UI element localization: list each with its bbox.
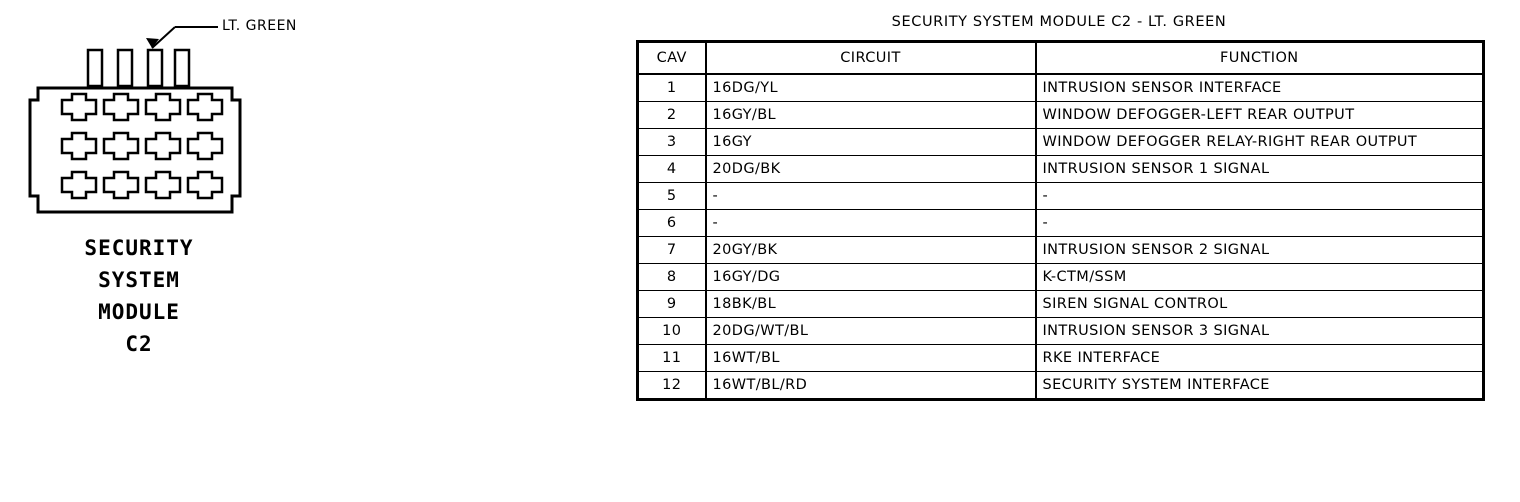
cell-circuit: 16GY/BL bbox=[706, 102, 1036, 129]
cell-function: SECURITY SYSTEM INTERFACE bbox=[1036, 372, 1484, 400]
cell-cav: 11 bbox=[638, 345, 706, 372]
table-row bbox=[638, 156, 1484, 183]
cell-circuit: 20GY/BK bbox=[706, 237, 1036, 264]
cell-function: INTRUSION SENSOR 2 SIGNAL bbox=[1036, 237, 1484, 264]
cell-function: RKE INTERFACE bbox=[1036, 345, 1484, 372]
cell-cav: 6 bbox=[638, 210, 706, 237]
pinout-table-panel bbox=[636, 0, 1482, 401]
cell-cav: 1 bbox=[638, 74, 706, 102]
cell-cav: 8 bbox=[638, 264, 706, 291]
table-row bbox=[638, 102, 1484, 129]
pinout-table-title: SECURITY SYSTEM MODULE C2 - LT. GREEN bbox=[891, 14, 1227, 30]
connector-caption bbox=[0, 232, 278, 360]
cell-function: - bbox=[1036, 210, 1484, 237]
table-row bbox=[638, 129, 1484, 156]
connector-caption-line-3: MODULE bbox=[98, 300, 180, 324]
cell-circuit: - bbox=[706, 210, 1036, 237]
column-header-cav: CAV bbox=[638, 42, 706, 75]
connector-drawing bbox=[0, 0, 360, 240]
table-row bbox=[638, 264, 1484, 291]
connector-caption-line-1: SECURITY bbox=[84, 236, 194, 260]
cell-function: WINDOW DEFOGGER-LEFT REAR OUTPUT bbox=[1036, 102, 1484, 129]
cell-circuit: - bbox=[706, 183, 1036, 210]
cell-cav: 9 bbox=[638, 291, 706, 318]
cell-circuit: 16GY/DG bbox=[706, 264, 1036, 291]
cell-circuit: 16WT/BL/RD bbox=[706, 372, 1036, 400]
cell-function: K-CTM/SSM bbox=[1036, 264, 1484, 291]
cell-cav: 2 bbox=[638, 102, 706, 129]
cell-circuit: 20DG/BK bbox=[706, 156, 1036, 183]
table-row bbox=[638, 237, 1484, 264]
cell-cav: 4 bbox=[638, 156, 706, 183]
table-row bbox=[638, 210, 1484, 237]
connector-illustration bbox=[0, 0, 360, 502]
pinout-table-head bbox=[638, 42, 1484, 75]
table-row bbox=[638, 291, 1484, 318]
connector-color-callout: LT. GREEN bbox=[222, 18, 297, 34]
connector-caption-line-4: C2 bbox=[125, 332, 153, 356]
cell-circuit: 16DG/YL bbox=[706, 74, 1036, 102]
table-row bbox=[638, 372, 1484, 400]
table-header-row bbox=[638, 42, 1484, 75]
table-row bbox=[638, 318, 1484, 345]
table-row bbox=[638, 74, 1484, 102]
connector-caption-line-2: SYSTEM bbox=[98, 268, 180, 292]
cell-cav: 12 bbox=[638, 372, 706, 400]
cell-circuit: 18BK/BL bbox=[706, 291, 1036, 318]
cell-cav: 7 bbox=[638, 237, 706, 264]
cell-circuit: 16WT/BL bbox=[706, 345, 1036, 372]
cell-function: INTRUSION SENSOR INTERFACE bbox=[1036, 74, 1484, 102]
cell-function: SIREN SIGNAL CONTROL bbox=[1036, 291, 1484, 318]
cell-cav: 3 bbox=[638, 129, 706, 156]
pinout-table-body bbox=[638, 74, 1484, 400]
table-row bbox=[638, 345, 1484, 372]
cell-function: INTRUSION SENSOR 3 SIGNAL bbox=[1036, 318, 1484, 345]
cell-function: - bbox=[1036, 183, 1484, 210]
cell-function: WINDOW DEFOGGER RELAY-RIGHT REAR OUTPUT bbox=[1036, 129, 1484, 156]
cell-cav: 5 bbox=[638, 183, 706, 210]
cell-circuit: 16GY bbox=[706, 129, 1036, 156]
column-header-function: FUNCTION bbox=[1036, 42, 1484, 75]
pinout-table bbox=[636, 40, 1485, 401]
column-header-circuit: CIRCUIT bbox=[706, 42, 1036, 75]
cell-function: INTRUSION SENSOR 1 SIGNAL bbox=[1036, 156, 1484, 183]
cell-cav: 10 bbox=[638, 318, 706, 345]
table-row bbox=[638, 183, 1484, 210]
cell-circuit: 20DG/WT/BL bbox=[706, 318, 1036, 345]
